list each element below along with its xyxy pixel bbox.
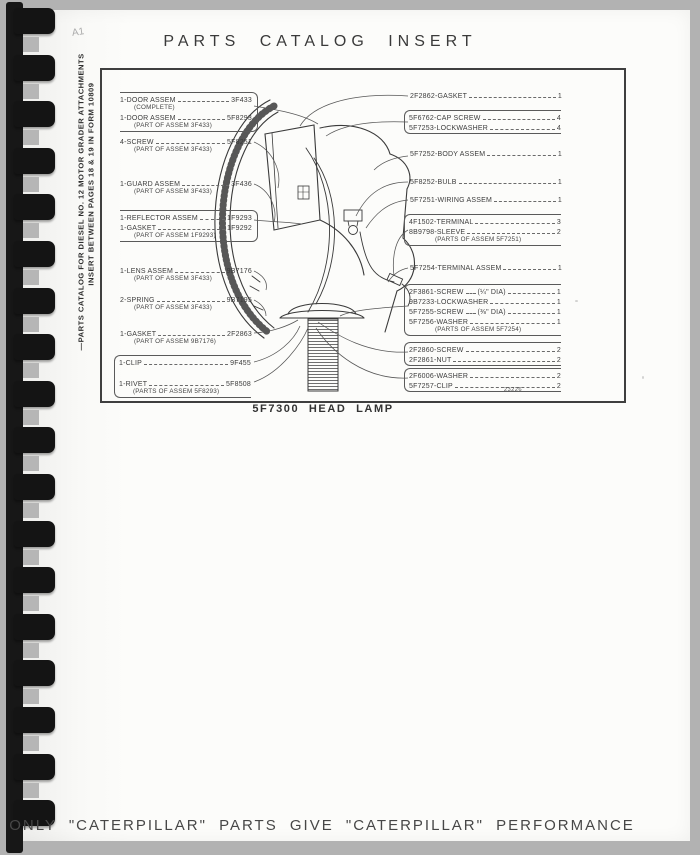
part-qty: 2 [556, 357, 561, 364]
part-text: 3F433 [231, 97, 252, 104]
part-text: 2F3861-SCREW [409, 289, 464, 296]
part-label-group [410, 262, 562, 272]
part-text: 5F8251 [227, 139, 252, 146]
part-text: 5F7257-CLIP [409, 383, 453, 390]
binding-tooth [14, 660, 55, 686]
part-label [120, 94, 252, 104]
dotted-leader [200, 219, 225, 220]
part-label [409, 122, 561, 132]
binding-tooth [14, 55, 55, 81]
part-label-group [404, 214, 561, 246]
part-qty: 2 [556, 373, 561, 380]
dotted-leader [467, 233, 555, 234]
part-qty: 1 [556, 299, 561, 306]
part-label-group [404, 110, 561, 134]
part-qty: 3 [556, 219, 561, 226]
part-text: 4-SCREW [120, 139, 154, 146]
part-text: 4F1502-TERMINAL [409, 219, 474, 226]
dotted-leader [508, 293, 555, 294]
part-text: 1-DOOR ASSEM [120, 97, 176, 104]
part-text: 5F7255-SCREW [409, 309, 464, 316]
part-qty: 2 [556, 347, 561, 354]
part-label-group [404, 342, 561, 366]
part-note: (PARTS OF ASSEM 5F7251) [435, 236, 522, 243]
part-qty: 1 [557, 179, 562, 186]
part-label-group [120, 178, 252, 196]
part-text: 1-GASKET [120, 225, 157, 232]
part-text: 9B7176 [226, 268, 252, 275]
part-label [120, 212, 252, 222]
scan-speck [558, 128, 561, 130]
dotted-leader [469, 97, 556, 98]
part-label [120, 265, 252, 275]
part-label-group [114, 355, 251, 398]
dotted-leader [483, 119, 555, 120]
part-label [409, 370, 561, 380]
binding-hole-shadow [23, 503, 39, 518]
part-label-group [410, 194, 562, 204]
part-qty: 2 [556, 383, 561, 390]
part-label [409, 306, 561, 316]
part-text: 3F436 [231, 181, 252, 188]
page-title: PARTS CATALOG INSERT [163, 33, 477, 50]
part-text: (¼" DIA) [477, 289, 506, 296]
dotted-leader [156, 143, 225, 144]
part-label [409, 316, 561, 326]
binding-hole-shadow [23, 456, 39, 471]
part-text: 5F8293 [227, 115, 252, 122]
part-text: 5F7254-TERMINAL ASSEM [410, 265, 502, 272]
part-label-group [120, 265, 252, 283]
part-label [120, 178, 252, 188]
part-qty: 4 [556, 125, 561, 132]
binding-tooth [14, 148, 55, 174]
part-note: (PARTS OF ASSEM 5F7254) [435, 326, 522, 333]
part-label-group [410, 176, 562, 186]
part-text: (⅜" DIA) [477, 309, 506, 316]
part-text: 1-REFLECTOR ASSEM [120, 215, 198, 222]
part-label-group [404, 284, 561, 336]
part-text: 9B7195 [226, 297, 252, 304]
part-label [120, 112, 252, 122]
dotted-leader [178, 119, 225, 120]
dotted-leader [144, 364, 228, 365]
part-qty: 1 [556, 319, 561, 326]
part-text: 1-GASKET [120, 331, 157, 338]
part-text: 5F8252-BULB [410, 179, 457, 186]
dotted-leader [470, 323, 555, 324]
part-text: 2F2862-GASKET [410, 93, 468, 100]
dotted-leader [466, 313, 476, 314]
part-label-group [120, 136, 252, 154]
part-qty: 1 [557, 197, 562, 204]
binding-tooth [14, 427, 55, 453]
part-label [409, 286, 561, 296]
dotted-leader [157, 301, 225, 302]
part-label [409, 112, 561, 122]
part-text: 1-DOOR ASSEM [120, 115, 176, 122]
dotted-leader [459, 183, 556, 184]
binding-tooth [14, 334, 55, 360]
part-label-group [120, 294, 252, 312]
binding-tooth [14, 8, 55, 34]
part-label [410, 176, 562, 186]
dotted-leader [149, 385, 224, 386]
part-label [410, 90, 562, 100]
binding-hole-shadow [23, 177, 39, 192]
binding-hole-shadow [23, 643, 39, 658]
part-note: (PARTS OF ASSEM 5F8293) [133, 388, 220, 395]
binding-tooth [14, 288, 55, 314]
part-label [119, 378, 251, 388]
binding-hole-shadow [23, 689, 39, 704]
part-text: 1F9293 [227, 215, 252, 222]
part-text: 9B7233-LOCKWASHER [409, 299, 489, 306]
part-text: 5F7256-WASHER [409, 319, 469, 326]
leader-lines [254, 95, 408, 382]
dotted-leader [475, 223, 554, 224]
binding-hole-shadow [23, 223, 39, 238]
part-text: 1-RIVET [119, 381, 148, 388]
comb-binding [0, 0, 62, 855]
part-text: 5F7251-WIRING ASSEM [410, 197, 492, 204]
slogan: ONLY "CATERPILLAR" PARTS GIVE "CATERPILLAR" PERFORMANCE [9, 817, 635, 834]
part-text: 9F455 [230, 360, 251, 367]
dotted-leader [490, 303, 555, 304]
part-label [120, 136, 252, 146]
part-label [409, 226, 561, 236]
part-label [119, 357, 251, 367]
part-label [409, 344, 561, 354]
part-label [409, 216, 561, 226]
part-label-group [410, 148, 562, 158]
binding-tooth [14, 241, 55, 267]
binding-hole-shadow [23, 84, 39, 99]
part-qty: 1 [557, 265, 562, 272]
dotted-leader [158, 229, 225, 230]
binding-hole-shadow [23, 363, 39, 378]
binding-tooth [14, 474, 55, 500]
part-label [410, 148, 562, 158]
dotted-leader [158, 335, 225, 336]
binding-hole-shadow [23, 783, 39, 798]
part-label [120, 328, 252, 338]
binding-hole-shadow [23, 317, 39, 332]
diagram-box [100, 68, 626, 403]
part-note: (PART OF ASSEM 3F433) [134, 146, 213, 153]
handwritten-mark: A1 [71, 26, 85, 39]
part-text: 5F8508 [226, 381, 251, 388]
dotted-leader [182, 185, 229, 186]
part-label [410, 262, 562, 272]
part-label [410, 194, 562, 204]
dotted-leader [503, 269, 555, 270]
dotted-leader [490, 129, 555, 130]
dotted-leader [487, 155, 556, 156]
dotted-leader [453, 361, 554, 362]
part-qty: 4 [556, 115, 561, 122]
part-qty: 2 [556, 229, 561, 236]
margin-note-insert-line: INSERT BETWEEN PAGES 18 & 19 IN FORM 10809 [86, 82, 96, 286]
dotted-leader [466, 351, 555, 352]
part-note: (COMPLETE) [134, 104, 175, 111]
scan-speck [575, 300, 578, 302]
part-text: 2F2861-NUT [409, 357, 452, 364]
binding-tooth [14, 521, 55, 547]
part-text: 2F2863 [227, 331, 252, 338]
part-label [120, 222, 252, 232]
binding-tooth [14, 101, 55, 127]
margin-note-catalog-line: —PARTS CATALOG FOR DIESEL NO. 12 MOTOR GRADER ATTACHMENTS [76, 53, 86, 351]
part-note: (PART OF ASSEM 3F433) [134, 304, 213, 311]
part-text: 5F7253-LOCKWASHER [409, 125, 488, 132]
part-qty: 1 [557, 93, 562, 100]
margin-note [76, 53, 98, 351]
part-note: (PART OF ASSEM 9B7176) [134, 338, 217, 345]
dotted-leader [175, 272, 225, 273]
part-text: 2-SPRING [120, 297, 155, 304]
part-label-group [120, 92, 258, 132]
part-qty: 1 [557, 151, 562, 158]
part-text: 8B9798-SLEEVE [409, 229, 466, 236]
binding-tooth [14, 194, 55, 220]
dotted-leader [466, 293, 476, 294]
part-text: 2F2860-SCREW [409, 347, 464, 354]
part-label-group [120, 210, 258, 242]
part-note: (PART OF ASSEM 1F9293) [134, 232, 216, 239]
dotted-leader [470, 377, 555, 378]
part-text: 1-GUARD ASSEM [120, 181, 181, 188]
part-qty: 1 [556, 289, 561, 296]
binding-tooth [14, 614, 55, 640]
part-label-group [410, 90, 562, 100]
part-label [409, 296, 561, 306]
part-label [409, 354, 561, 364]
part-note: (PART OF ASSEM 3F433) [134, 188, 213, 195]
binding-hole-shadow [23, 736, 39, 751]
dotted-leader [508, 313, 555, 314]
binding-hole-shadow [23, 596, 39, 611]
part-note: (PART OF ASSEM 3F433) [134, 122, 213, 129]
binding-tooth [14, 707, 55, 733]
drawing-number: 23226 [503, 387, 522, 393]
figure-caption: 5F7300 HEAD LAMP [252, 403, 394, 415]
scan-speck [642, 376, 644, 379]
part-text: 1F9292 [227, 225, 252, 232]
binding-tooth [14, 754, 55, 780]
binding-tooth [14, 567, 55, 593]
part-text: 1-LENS ASSEM [120, 268, 173, 275]
binding-hole-shadow [23, 270, 39, 285]
part-label-group [120, 328, 252, 346]
part-text: 5F6762-CAP SCREW [409, 115, 481, 122]
part-text: 2F6006-WASHER [409, 373, 469, 380]
part-label [120, 294, 252, 304]
part-text: 5F7252-BODY ASSEM [410, 151, 486, 158]
dotted-leader [494, 201, 556, 202]
part-note: (PART OF ASSEM 3F433) [134, 275, 213, 282]
dotted-leader [178, 101, 229, 102]
part-text: 1-CLIP [119, 360, 142, 367]
binding-hole-shadow [23, 130, 39, 145]
binding-hole-shadow [23, 550, 39, 565]
part-qty: 1 [556, 309, 561, 316]
